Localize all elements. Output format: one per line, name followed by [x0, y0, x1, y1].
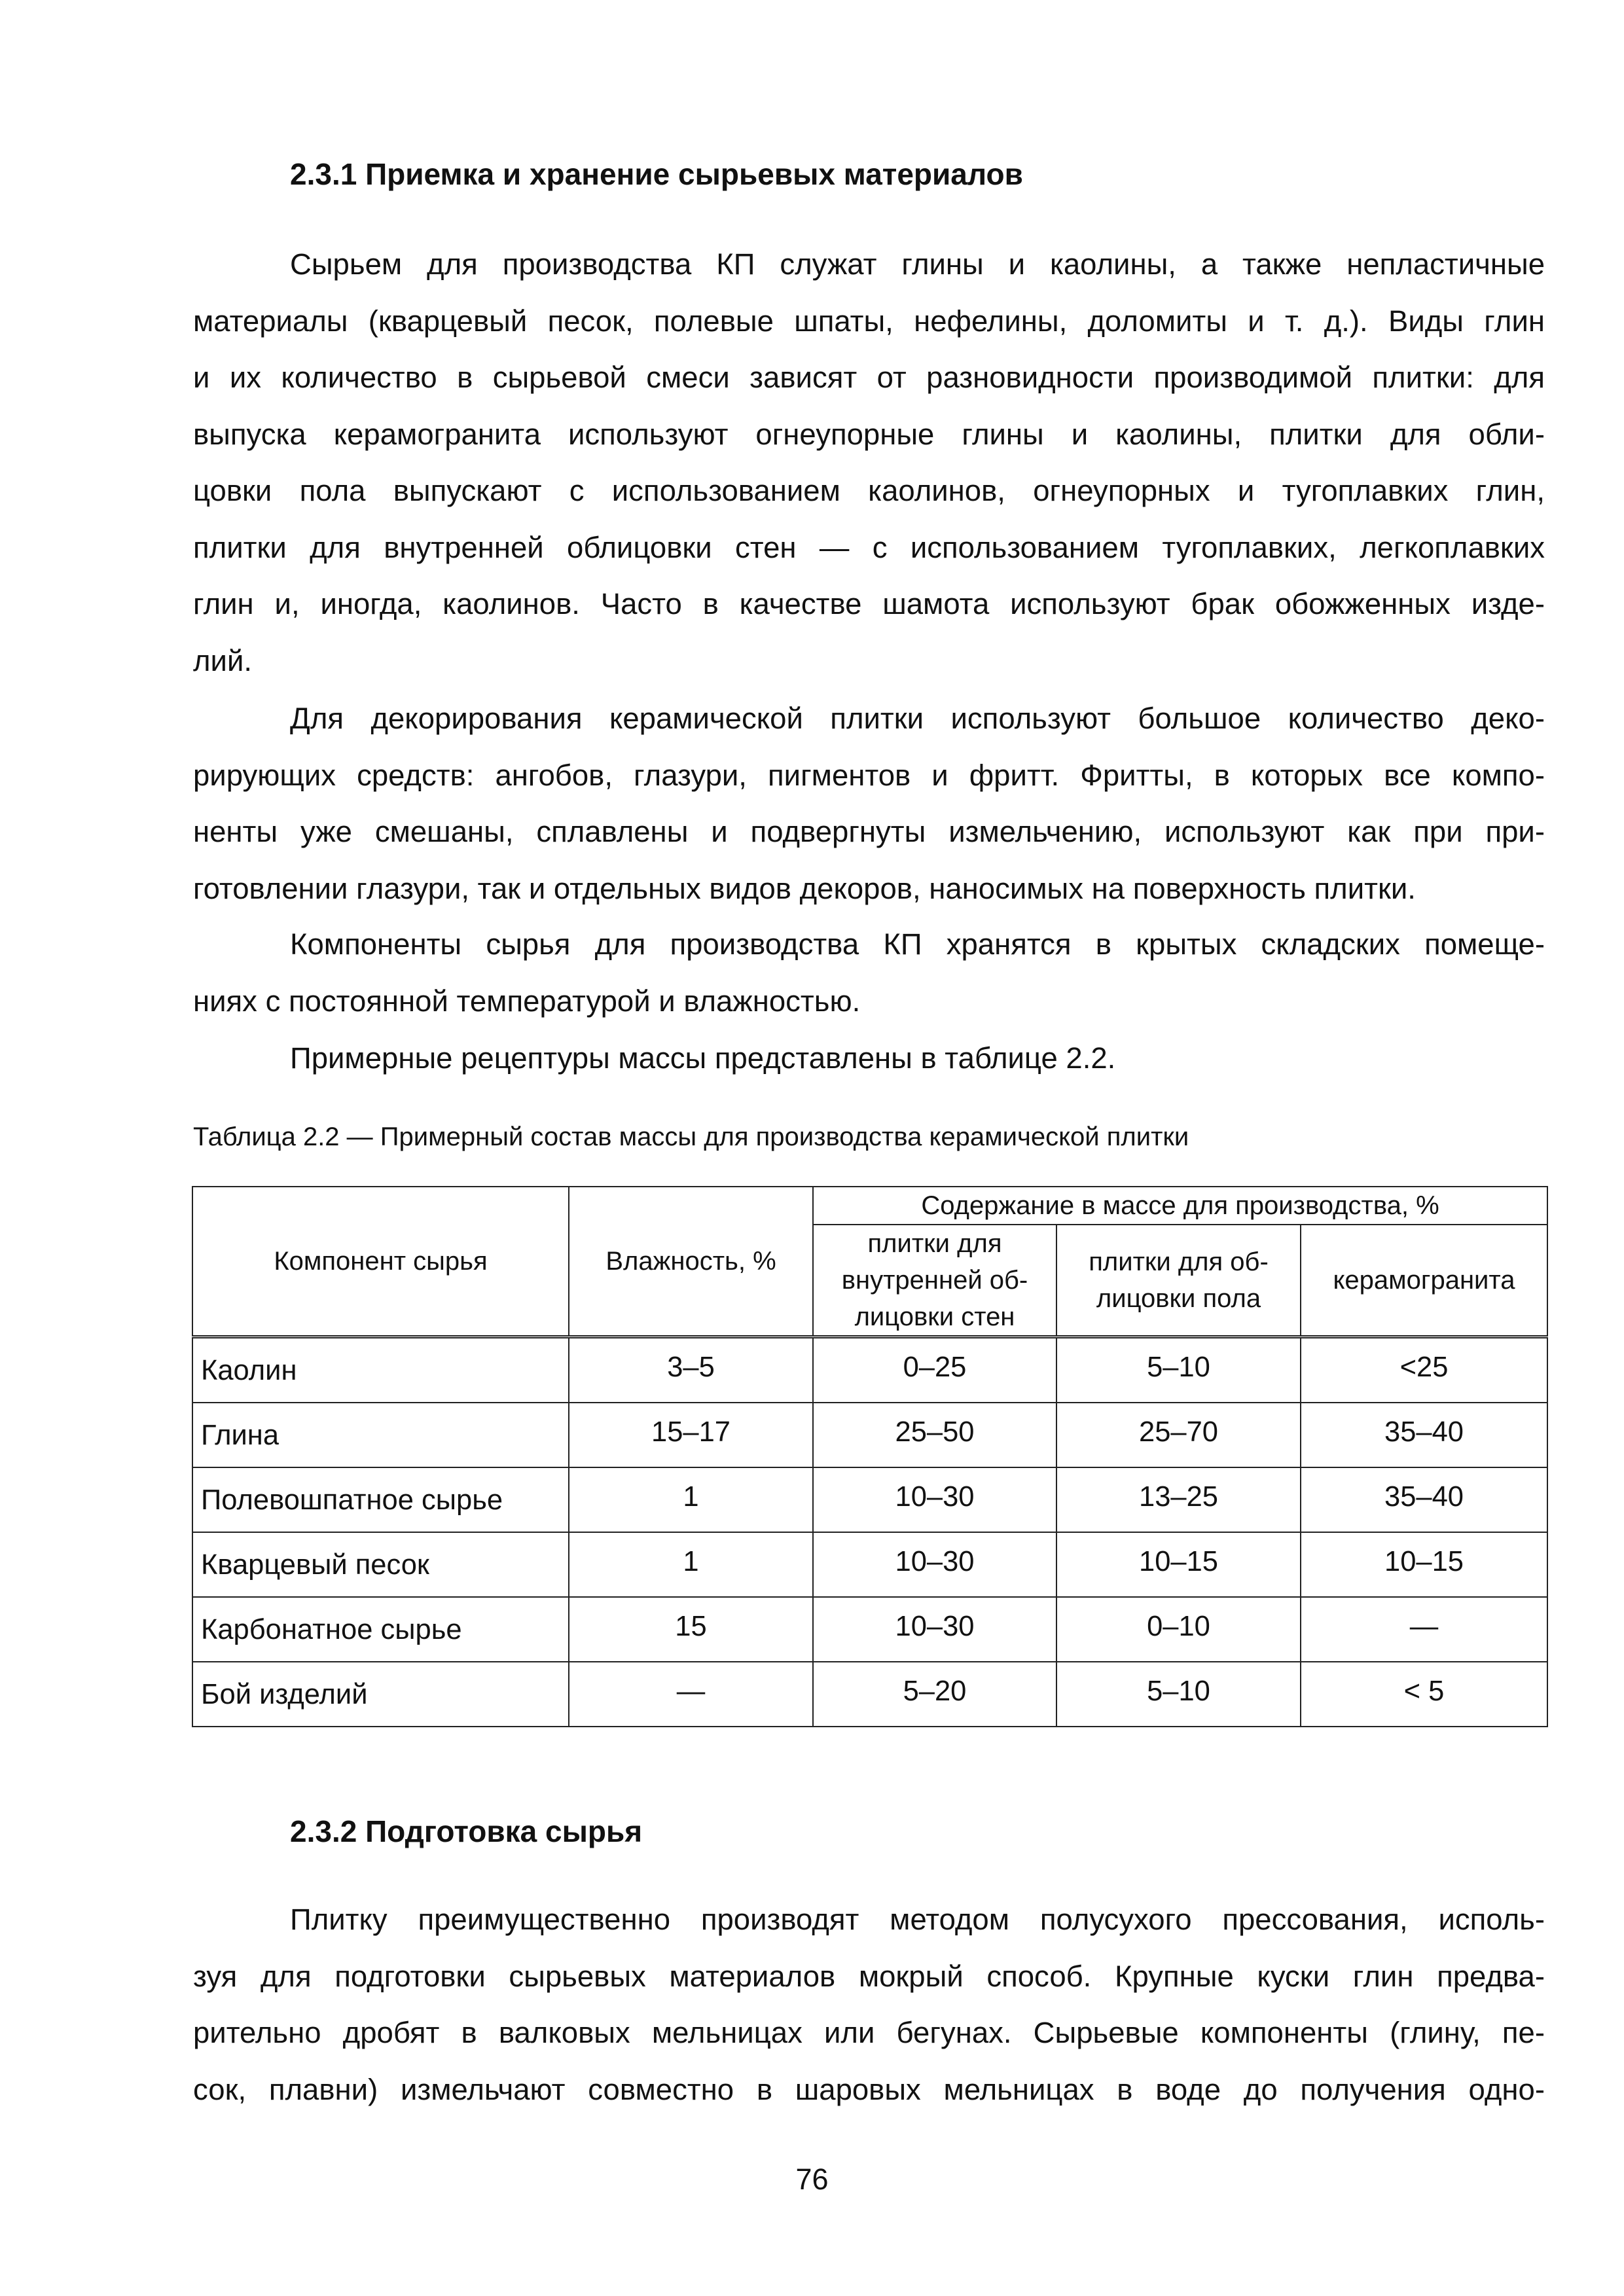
- text-line: рительно дробят в валковых мельницах или бегунах. Сырьевые компоненты (глину, пе-: [193, 2016, 1545, 2049]
- cell-moisture: 15–17: [569, 1403, 813, 1467]
- cell-floor: 13–25: [1056, 1467, 1301, 1532]
- cell-wall: 10–30: [813, 1467, 1056, 1532]
- header-line: плитки для: [867, 1229, 1002, 1258]
- text-line: выпуска керамогранита используют огнеупорные глины и каолины, плитки для обли-: [193, 417, 1545, 451]
- cell-component: Кварцевый песок: [192, 1532, 569, 1597]
- cell-moisture: —: [569, 1662, 813, 1727]
- header-line: лицовки стен: [854, 1302, 1015, 1331]
- table-row: [192, 1403, 1547, 1467]
- header-component: Компонент сырья: [192, 1187, 569, 1337]
- cell-porcelain: < 5: [1301, 1662, 1547, 1727]
- table-row: [192, 1467, 1547, 1532]
- page-number: 76: [795, 2162, 829, 2196]
- paragraph-raw-preparation: [193, 1892, 1545, 2118]
- text-line: глин и, иногда, каолинов. Часто в качестве шамота используют брак обожженных изде-: [193, 587, 1545, 620]
- text-line: Примерные рецептуры массы представлены в таблице 2.2.: [290, 1041, 1116, 1075]
- table-row: [192, 1597, 1547, 1662]
- cell-floor: 5–10: [1056, 1337, 1301, 1403]
- header-line: лицовки пола: [1096, 1284, 1261, 1313]
- cell-component: Бой изделий: [192, 1662, 569, 1727]
- paragraph-decoration: [193, 691, 1545, 917]
- cell-component: Глина: [192, 1403, 569, 1467]
- cell-component: Карбонатное сырье: [192, 1597, 569, 1662]
- table-row: [192, 1532, 1547, 1597]
- cell-moisture: 1: [569, 1532, 813, 1597]
- cell-wall: 10–30: [813, 1532, 1056, 1597]
- text-line: Компоненты сырья для производства КП хранятся в крытых складских помеще-: [290, 927, 1545, 961]
- cell-floor: 0–10: [1056, 1597, 1301, 1662]
- cell-porcelain: —: [1301, 1597, 1547, 1662]
- text-line: материалы (кварцевый песок, полевые шпаты, нефелины, доломиты и т. д.). Виды глин: [193, 304, 1545, 338]
- header-content-group: Содержание в массе для производства, %: [813, 1187, 1547, 1225]
- header-line: плитки для об-: [1089, 1247, 1269, 1276]
- header-line: внутренней об-: [841, 1266, 1028, 1295]
- cell-porcelain: 10–15: [1301, 1532, 1547, 1597]
- cell-wall: 0–25: [813, 1337, 1056, 1403]
- text-line: Для декорирования керамической плитки используют большое количество деко-: [290, 702, 1545, 735]
- paragraph-raw-materials: [193, 236, 1545, 689]
- text-line: готовлении глазури, так и отдельных видов декоров, наносимых на поверхность плитки.: [193, 871, 1416, 905]
- text-line: цовки пола выпускают с использованием каолинов, огнеупорных и тугоплавких глин,: [193, 474, 1545, 507]
- table-row: [192, 1337, 1547, 1403]
- text-line: сок, плавни) измельчают совместно в шаровых мельницах в воде до получения одно-: [193, 2072, 1545, 2106]
- table-row: [192, 1662, 1547, 1727]
- cell-moisture: 3–5: [569, 1337, 813, 1403]
- cell-porcelain: 35–40: [1301, 1403, 1547, 1467]
- section-heading-2-3-2: 2.3.2 Подготовка сырья: [290, 1814, 643, 1848]
- cell-component: Полевошпатное сырье: [192, 1467, 569, 1532]
- section-heading-2-3-1: 2.3.1 Приемка и хранение сырьевых материалов: [290, 157, 1023, 191]
- cell-moisture: 15: [569, 1597, 813, 1662]
- cell-floor: 5–10: [1056, 1662, 1301, 1727]
- cell-porcelain: 35–40: [1301, 1467, 1547, 1532]
- cell-wall: 25–50: [813, 1403, 1056, 1467]
- composition-table: [192, 1186, 1548, 1727]
- cell-component: Каолин: [192, 1337, 569, 1403]
- text-line: плитки для внутренней облицовки стен — с использованием тугоплавких, легкоплавких: [193, 530, 1545, 564]
- header-moisture: Влажность, %: [569, 1187, 813, 1337]
- text-line: Плитку преимущественно производят методом полусухого прессования, исполь-: [290, 1903, 1545, 1936]
- text-line: зуя для подготовки сырьевых материалов мокрый способ. Крупные куски глин предва-: [193, 1959, 1545, 1993]
- cell-floor: 10–15: [1056, 1532, 1301, 1597]
- text-line: рирующих средств: ангобов, глазури, пигментов и фритт. Фритты, в которых все компо-: [193, 758, 1545, 792]
- cell-moisture: 1: [569, 1467, 813, 1532]
- header-floor-tiles: [1056, 1225, 1301, 1337]
- paragraph-table-reference: [193, 1030, 1545, 1087]
- text-line: Сырьем для производства КП служат глины и каолины, а также непластичные: [290, 247, 1545, 281]
- text-line: и их количество в сырьевой смеси зависят от разновидности производимой плитки: для: [193, 361, 1545, 394]
- table-caption: Таблица 2.2 — Примерный состав массы для производства керамической плитки: [193, 1122, 1189, 1151]
- header-wall-tiles: [813, 1225, 1056, 1337]
- cell-wall: 10–30: [813, 1597, 1056, 1662]
- paragraph-storage: [193, 916, 1545, 1030]
- cell-floor: 25–70: [1056, 1403, 1301, 1467]
- text-line: ненты уже смешаны, сплавлены и подвергнуты измельчению, используют как при при-: [193, 815, 1545, 848]
- text-line: лий.: [193, 643, 253, 677]
- cell-wall: 5–20: [813, 1662, 1056, 1727]
- cell-porcelain: <25: [1301, 1337, 1547, 1403]
- text-line: ниях с постоянной температурой и влажностью.: [193, 984, 861, 1018]
- header-porcelain: керамогранита: [1301, 1225, 1547, 1337]
